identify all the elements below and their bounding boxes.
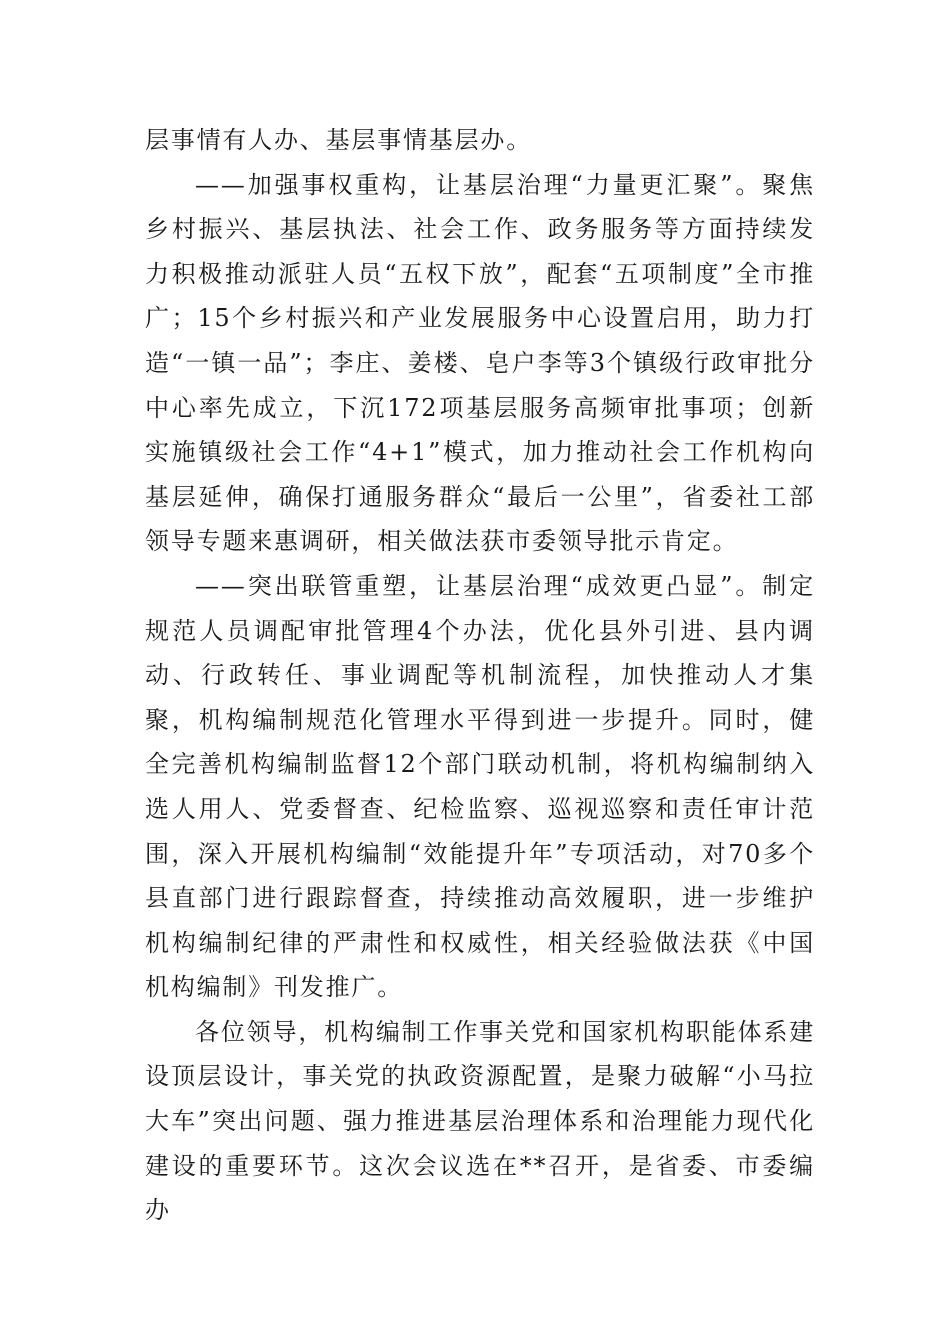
- paragraph-4: 各位领导，机构编制工作事关党和国家机构职能体系建设顶层设计，事关党的执政资源配置，是聚力破解“小马拉大车”突出问题、强力推进基层治理体系和治理能力现代化建设的重要环节。这次会议选在**召开，是省委、市委编办: [145, 1017, 815, 1225]
- document-body: [145, 118, 815, 1233]
- paragraph-2: ——加强事权重构，让基层治理“力量更汇聚”。聚焦乡村振兴、基层执法、社会工作、政务服务等方面持续发力积极推动派驻人员“五权下放”，配套“五项制度”全市推广；15个乡村振兴和产业发展服务中心设置启用，助力打造“一镇一品”；李庄、姜楼、皂户李等3个镇级行政审批分中心率先成立，下沉172项基层服务高频审批事项；创新实施镇级社会工作“4+1”模式，加力推动社会工作机构向基层延伸，确保打通服务群众“最后一公里”，省委社工部领导专题来惠调研，相关做法获市委领导批示肯定。: [145, 170, 815, 556]
- paragraph-3: ——突出联管重塑，让基层治理“成效更凸显”。制定规范人员调配审批管理4个办法，优化县外引进、县内调动、行政转任、事业调配等机制流程，加快推动人才集聚，机构编制规范化管理水平得到进一步提升。同时，健全完善机构编制监督12个部门联动机制，将机构编制纳入选人用人、党委督查、纪检监察、巡视巡察和责任审计范围，深入开展机构编制“效能提升年”专项活动，对70多个县直部门进行跟踪督查，持续推动高效履职，进一步维护机构编制纪律的严肃性和权威性，相关经验做法获《中国机构编制》刊发推广。: [145, 571, 815, 1002]
- paragraph-1: 层事情有人办、基层事情基层办。: [145, 126, 532, 154]
